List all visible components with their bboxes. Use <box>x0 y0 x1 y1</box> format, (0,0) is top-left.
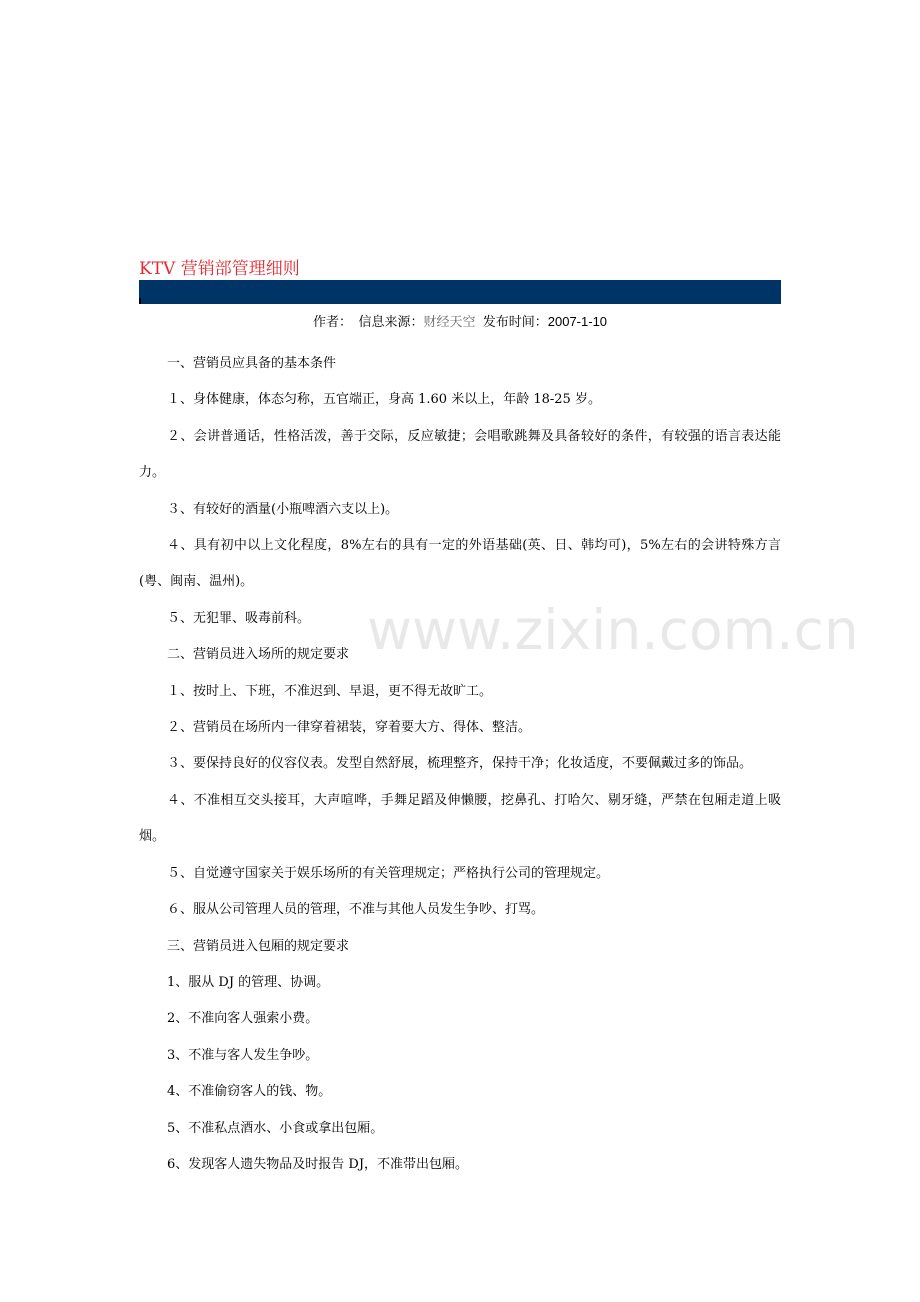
source-link[interactable]: 财经天空 <box>423 314 476 329</box>
paragraph: ６、服从公司管理人员的管理，不准与其他人员发生争吵、打骂。 <box>167 902 545 918</box>
author-label: 作者： <box>312 314 346 329</box>
paragraph: 4、不准偷窃客人的钱、物。 <box>167 1084 332 1100</box>
publish-date: 2007-1-10 <box>547 314 608 329</box>
section-heading-1: 一、营销员应具备的基本条件 <box>167 356 337 371</box>
paragraph: ５、自觉遵守国家关于娱乐场所的有关管理规定；严格执行公司的管理规定。 <box>167 865 610 881</box>
section-heading-3: 三、营销员进入包厢的规定要求 <box>167 938 350 954</box>
watermark-text: www.zixin.com.cn <box>367 598 859 662</box>
paragraph: ２、营销员在场所内一律穿着裙装，穿着要大方、得体、整洁。 <box>167 720 532 736</box>
paragraph: 6、发现客人遗失物品及时报告 DJ，不准带出包厢。 <box>167 1156 469 1172</box>
title-divider-bar <box>139 280 781 304</box>
paragraph: 5、不准私点酒水、小食或拿出包厢。 <box>167 1120 384 1136</box>
paragraph: ３、有较好的酒量(小瓶啤酒六支以上)。 <box>167 501 399 517</box>
paragraph: 1、服从 DJ 的管理、协调。 <box>167 974 330 990</box>
paragraph: 2、不准向客人强索小费。 <box>167 1011 319 1027</box>
paragraph: ４、不准相互交头接耳，大声喧哗，手舞足蹈及伸懒腰，挖鼻孔、打哈欠、剔牙缝，严禁在包厢走道上吸烟。 <box>139 792 781 845</box>
paragraph: ５、无犯罪、吸毒前科。 <box>167 610 311 626</box>
paragraph: 3、不准与客人发生争吵。 <box>167 1047 319 1063</box>
title-bar-tick <box>139 298 141 304</box>
section-heading-2: 二、营销员进入场所的规定要求 <box>167 647 350 663</box>
document-title: KTV 营销部管理细则 <box>139 259 300 279</box>
paragraph: ４、具有初中以上文化程度，8%左右的具有一定的外语基础(英、日、韩均可)，5%左右的会讲特殊方言(粤、闽南、温州)。 <box>139 538 781 590</box>
paragraph: １、身体健康，体态匀称，五官端正，身高 1.60 米以上，年龄 18-25 岁。 <box>167 392 601 408</box>
date-label: 发布时间： <box>482 314 548 329</box>
article-meta <box>139 312 781 332</box>
article-body <box>139 346 781 1183</box>
paragraph: ２、会讲普通话，性格活泼，善于交际，反应敏捷；会唱歌跳舞及具备较好的条件，有较强的语言表达能力。 <box>139 428 781 481</box>
source-label: 信息来源： <box>358 314 424 329</box>
paragraph: １、按时上、下班，不准迟到、早退，更不得无故旷工。 <box>167 683 493 699</box>
paragraph: ３、要保持良好的仪容仪表。发型自然舒展，梳理整齐，保持干净；化妆适度，不要佩戴过多的饰品。 <box>167 756 753 772</box>
